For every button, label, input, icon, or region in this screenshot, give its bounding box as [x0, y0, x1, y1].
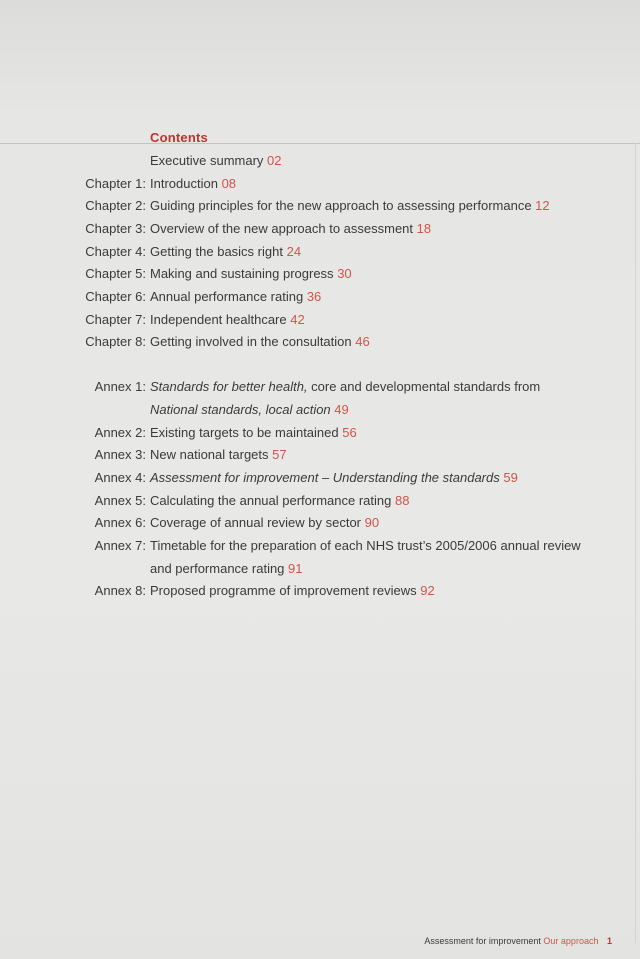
toc-entry-page: 12: [535, 198, 550, 213]
footer-section-title: Our approach: [543, 936, 599, 946]
toc-entry-label: Chapter 3:: [85, 221, 146, 236]
toc-entry-title: Getting the basics right: [150, 244, 283, 259]
toc-entry-page: 36: [306, 289, 322, 304]
toc-entry-title: Overview of the new approach to assessment: [150, 221, 414, 236]
toc-entry-label: Annex 8:: [94, 583, 146, 598]
toc-entry-title-italic: Standards for better health,: [150, 379, 308, 394]
toc-entry-label: Chapter 4:: [85, 244, 146, 259]
footer-page-number: 1: [606, 936, 612, 946]
toc-entry-title: Getting involved in the consultation: [150, 334, 352, 349]
toc-entry-title: Making and sustaining progress: [150, 266, 334, 281]
toc-entry-page: 02: [267, 153, 282, 168]
toc-entry-title-italic: Assessment for improvement – Understanding the standards: [150, 470, 500, 485]
toc-entry-label: Chapter 2:: [85, 198, 146, 213]
toc-entry-title: Coverage of annual review by sector: [150, 515, 362, 530]
toc-entry-title: Introduction: [150, 176, 218, 191]
toc-entry-label: Chapter 6:: [85, 289, 146, 304]
toc-entry-title: Proposed programme of improvement reviews: [150, 583, 417, 598]
toc-entry-page: 56: [342, 425, 357, 440]
toc-entry-page: 91: [288, 561, 303, 576]
toc-entry-page: 88: [395, 493, 410, 508]
toc-entry-label: Annex 1:: [94, 379, 146, 394]
toc-entry-label: Annex 5:: [94, 493, 146, 508]
toc-entry-title: Calculating the annual performance rating: [150, 493, 392, 508]
toc-entry-label: Chapter 8:: [85, 334, 146, 349]
toc-entry-label: Chapter 5:: [85, 266, 146, 281]
toc-entry-page: 92: [420, 583, 435, 598]
toc-entry-page: 08: [221, 176, 237, 191]
top-rule: [0, 143, 640, 144]
toc-entry-title: New national targets: [150, 447, 269, 462]
toc-entry-page: 18: [416, 221, 432, 236]
page-edge: [635, 143, 636, 943]
toc-entry-page: 90: [364, 515, 380, 530]
toc-entry-title-italic: National standards, local action: [150, 402, 331, 417]
footer-publication-title: Assessment for improvement: [424, 936, 541, 946]
toc-entry-title: Independent healthcare: [150, 312, 287, 327]
toc-entry-title: core and developmental standards from: [307, 379, 541, 394]
toc-entry-title: and performance rating: [150, 561, 285, 576]
toc-entry-title: Timetable for the preparation of each NHS trust’s 2005/2006 annual review: [150, 538, 581, 553]
toc-entry-page: 30: [337, 266, 352, 281]
toc-entry-label: Annex 6:: [94, 515, 146, 530]
toc-entry-title: Guiding principles for the new approach to assessing performance: [150, 198, 532, 213]
toc-entry-label: Chapter 1:: [85, 176, 146, 191]
toc-entry-page: 42: [290, 312, 305, 327]
toc-entry-page: 59: [503, 470, 518, 485]
toc-entry-label: Annex 4:: [94, 470, 146, 485]
toc-entry-label: Annex 7:: [94, 538, 146, 553]
toc-entry-title: Existing targets to be maintained: [150, 425, 339, 440]
toc-entry-page: 24: [286, 244, 302, 259]
toc-entry-title: Annual performance rating: [150, 289, 304, 304]
toc-entry-label: Annex 2:: [94, 425, 146, 440]
toc-entry-title: Executive summary: [150, 153, 264, 168]
contents-heading: Contents: [150, 130, 208, 145]
toc-entry-page: 57: [272, 447, 287, 462]
toc-entry-label: Chapter 7:: [85, 312, 146, 327]
toc-entry-page: 46: [355, 334, 370, 349]
toc-entry-page: 49: [334, 402, 349, 417]
page-footer: [424, 936, 612, 946]
toc-entry-label: Annex 3:: [94, 447, 146, 462]
